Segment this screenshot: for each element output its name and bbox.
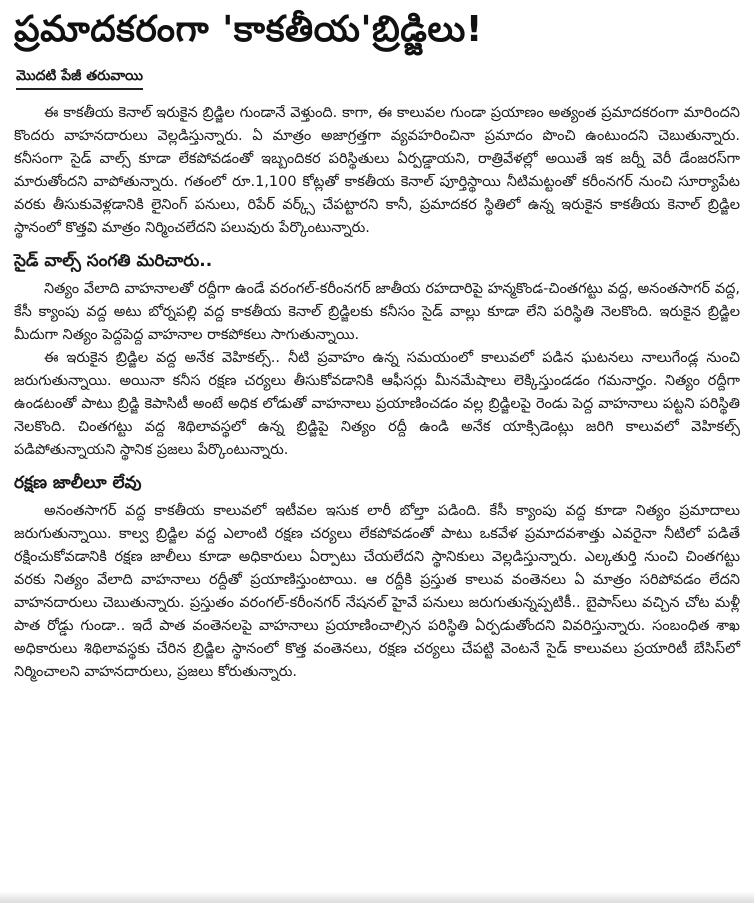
article-paragraph: ఈ ఇరుకైన బ్రిడ్జిల వద్ద అనేక వెహికల్స్.. నీటి ప్రవాహం ఉన్న సమయంలో కాలువలో పడిన ఘటనలు నాలుగేండ్ల నుంచి జరుగుతున్నాయి. అయినా కనీస రక్షణ చర్యలు తీసుకోవడానికి ఆఫీసర్లు మీనమేషాలు లెక్కిస్తుండడం గమనార్హం. నిత్యం రద్దీగా ఉండటంతో పాటు బ్రిడ్జి కెపాసిటీ అంటే అధిక లోడుతో వాహనాలు ప్రయాణించడం వల్ల బ్రిడ్జిలపై రెండు పెద్ద వాహనాలు పట్టని పరిస్థితి నెలకొంది. చింతగట్టు వద్ద శిథిలావస్థలో ఉన్న బ్రిడ్జిపై నిత్యం రద్దీ ఉండి అనేక యాక్సిడెంట్లు జరిగి కాలువలో వెహికల్స్ పడిపోతున్నాయని స్థానిక ప్రజలు పేర్కొంటున్నారు. — [14, 350, 740, 458]
article-section-safety-nets — [14, 470, 740, 684]
article-paragraph: నిత్యం వేలాది వాహనాలతో రద్దీగా ఉండే వరంగల్-కరీంనగర్ జాతీయ రహదారిపై హన్మకొండ-చింతగట్టు వద్ద, అనంతసాగర్ వద్ద, కేసీ క్యాంపు వద్ద అటు బోర్నపల్లి వద్ద కాకతీయ కెనాల్ బ్రిడ్జిలకు కనీసం సైడ్ వాల్లు కూడా లేని పరిస్థితి నెలకొంది. ఇరుకైన బ్రిడ్జిల మీదుగా నిత్యం పెద్దపెద్ద వాహనాల రాకపోకలు సాగుతున్నాయి. — [14, 281, 740, 343]
continued-from-front-page-label: మొదటి పేజీ తరువాయి — [16, 66, 143, 90]
article-paragraph: ఈ కాకతీయ కెనాల్ ఇరుకైన బ్రిడ్జిల గుండానే వెళ్తుంది. కాగా, ఈ కాలువల గుండా ప్రయాణం అత్యంత ప్రమాదకరంగా మారిందని కొందరు వాహనదారులు వెల్లడిస్తున్నారు. ఏ మాత్రం అజాగ్రత్తగా వ్యవహరించినా ప్రమాదం పొంచి ఉంటుందని చెబుతున్నారు. కనీసంగా సైడ్ వాల్స్ కూడా లేకపోవడంతో ఇబ్బందికర పరిస్థితులు ఏర్పడ్డాయని, రాత్రివేళల్లో అయితే ఇక జర్నీ వెరీ డేంజరస్‌గా మారుతోందని వాపోతున్నారు. గతంలో రూ.1,100 కోట్లతో కాకతీయ కెనాల్ పూర్తిస్థాయి నీటిమట్టంతో కరీంనగర్ నుంచి సూర్యాపేట వరకు తీసుకువెళ్లడానికి లైనింగ్ పనులు, రిపేర్ వర్క్స్ చేపట్టారని కానీ, ప్రమాదకర స్థితిలో ఉన్న ఇరుకైన కాకతీయ కెనాల్ బ్రిడ్జిల స్థానంలో కొత్తవి మాత్రం నిర్మించలేదని పలువురు పేర్కొంటున్నారు. — [14, 105, 740, 236]
section-title-side-walls: సైడ్ వాల్స్ సంగతి మరిచారు.. — [14, 251, 213, 271]
page-bottom-edge — [0, 891, 754, 903]
section-title-safety-nets: రక్షణ జాలీలూ లేవు — [14, 473, 142, 493]
article-intro-section — [14, 102, 740, 240]
headline: ప్రమాదకరంగా 'కాకతీయ'బ్రిడ్జిలు! — [14, 9, 483, 50]
article-paragraph: అనంతసాగర్ వద్ద కాకతీయ కాలువలో ఇటీవల ఇసుక లారీ బోల్తా పడింది. కేసీ క్యాంపు వద్ద కూడా నిత్యం ప్రమాదాలు జరుగుతున్నాయి. కాల్వ బ్రిడ్జిల వద్ద ఎలాంటి రక్షణ చర్యలు లేకపోవడంతో పాటు ఒకవేళ ప్రమాదవశాత్తు ఎవరైనా నీటిలో పడితే రక్షించుకోవడానికి రక్షణ జాలీలు కూడా అధికారులు ఏర్పాటు చేయలేదని స్థానికులు వెల్లడిస్తున్నారు. ఎల్కతుర్తి నుంచి చింతగట్టు వరకు నిత్యం వేలాది వాహనాలు రద్దీతో ప్రయాణిస్తుంటాయి. ఆ రద్దీకి ప్రస్తుత కాలువ వంతెనలు ఏ మాత్రం సరిపోవడం లేదని వాహనదారులు చెబుతున్నారు. ప్రస్తుతం వరంగల్-కరీంనగర్ నేషనల్ హైవే పనులు జరుగుతున్నప్పటికీ.. బైపాస్‌లు వచ్చిన చోట మళ్లీ పాత రోడ్డు గుండా.. ఇదే పాత వంతెనలపై వాహనాలు ప్రయాణించాల్సిన పరిస్థితి ఏర్పడుతోందని వివరిస్తున్నారు. సంబంధిత శాఖ అధికారులు శిథిలావస్థకు చేరిన బ్రిడ్జిల స్థానంలో కొత్త వంతెనలు, రక్షణ చర్యలు చేపట్టి వెంటనే సైడ్ కాలువలు ప్రయారిటీ బేసిస్‌లో నిర్మించాలని వాహనదారులు, ప్రజలు కోరుతున్నారు. — [14, 503, 740, 680]
article-section-side-walls — [14, 248, 740, 462]
